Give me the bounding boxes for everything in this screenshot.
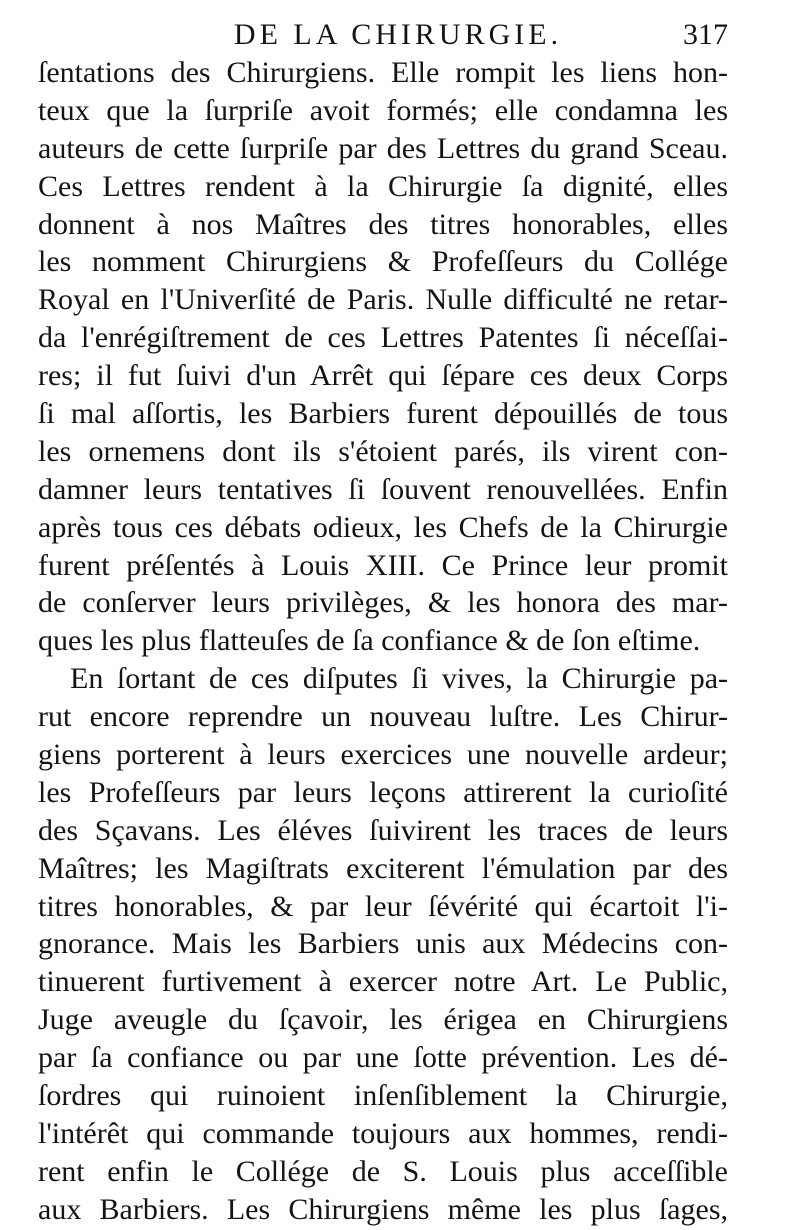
- text-line: res; il fut ſuivi d'un Arrêt qui ſépare ces deux Corps: [38, 359, 728, 393]
- text-line: furent préſentés à Louis XIII. Ce Prince leur promit: [38, 548, 728, 582]
- text-line: damner leurs tentatives ſi ſouvent renouvellées. Enfin: [38, 472, 728, 506]
- text-line: ſi mal aſſortis, les Barbiers furent dépouillés de tous: [38, 397, 728, 431]
- text-line: par ſa confiance ou par une ſotte prévention. Les dé-: [38, 1041, 728, 1075]
- text-line: Maîtres; les Magiſtrats exciterent l'émulation par des: [38, 851, 728, 885]
- text-line: Royal en l'Univerſité de Paris. Nulle difficulté ne retar-: [38, 283, 728, 317]
- text-line: teux que la ſurpriſe avoit formés; elle condamna les: [38, 93, 728, 127]
- text-line: les nomment Chirurgiens & Profeſſeurs du Collége: [38, 245, 728, 279]
- text-line: rent enfin le Collége de S. Louis plus acceſſible: [38, 1154, 728, 1188]
- paragraph-end-line: ques les plus flatteuſes de ſa confiance & de ſon eſtime.: [38, 624, 701, 658]
- text-line: de conſerver leurs privilèges, & les honora des mar-: [38, 586, 728, 620]
- text-line: donnent à nos Maîtres des titres honorables, elles: [38, 207, 728, 241]
- page-number: 317: [683, 18, 728, 51]
- text-line: titres honorables, & par leur ſévérité qui écartoit l'i-: [38, 889, 728, 923]
- text-line: Juge aveugle du ſçavoir, les érigea en Chirurgiens: [38, 1003, 728, 1037]
- text-line: rut encore reprendre un nouveau luſtre. Les Chirur-: [38, 700, 728, 734]
- text-line: gnorance. Mais les Barbiers unis aux Médecins con-: [38, 927, 728, 961]
- text-line: des Sçavans. Les éléves ſuivirent les traces de leurs: [38, 813, 728, 847]
- text-line: les Profeſſeurs par leurs leçons attirerent la curioſité: [38, 775, 728, 809]
- text-line: après tous ces débats odieux, les Chefs de la Chirurgie: [38, 510, 728, 544]
- text-line: giens porterent à leurs exercices une nouvelle ardeur;: [38, 738, 728, 772]
- running-head: [38, 18, 728, 58]
- paragraph-start-line: En ſortant de ces diſputes ſi vives, la Chirurgie pa-: [70, 662, 728, 696]
- text-line: l'intérêt qui commande toujours aux hommes, rendi-: [38, 1116, 728, 1150]
- body-text: [38, 54, 728, 1229]
- text-line: ſordres qui ruinoient inſenſiblement la Chirurgie,: [38, 1079, 728, 1113]
- text-line: tinuerent furtivement à exercer notre Art. Le Public,: [38, 965, 728, 999]
- text-line: les ornemens dont ils s'étoient parés, ils virent con-: [38, 434, 728, 468]
- text-line: auteurs de cette ſurpriſe par des Lettres du grand Sceau.: [38, 131, 728, 165]
- text-line: ſentations des Chirurgiens. Elle rompit les liens hon-: [38, 56, 728, 89]
- text-line: da l'enrégiſtrement de ces Lettres Patentes ſi néceſſai-: [38, 321, 728, 355]
- text-line: aux Barbiers. Les Chirurgiens même les plus ſages,: [38, 1192, 728, 1226]
- text-line: Ces Lettres rendent à la Chirurgie ſa dignité, elles: [38, 169, 728, 203]
- running-title: DE LA CHIRURGIE.: [233, 18, 563, 51]
